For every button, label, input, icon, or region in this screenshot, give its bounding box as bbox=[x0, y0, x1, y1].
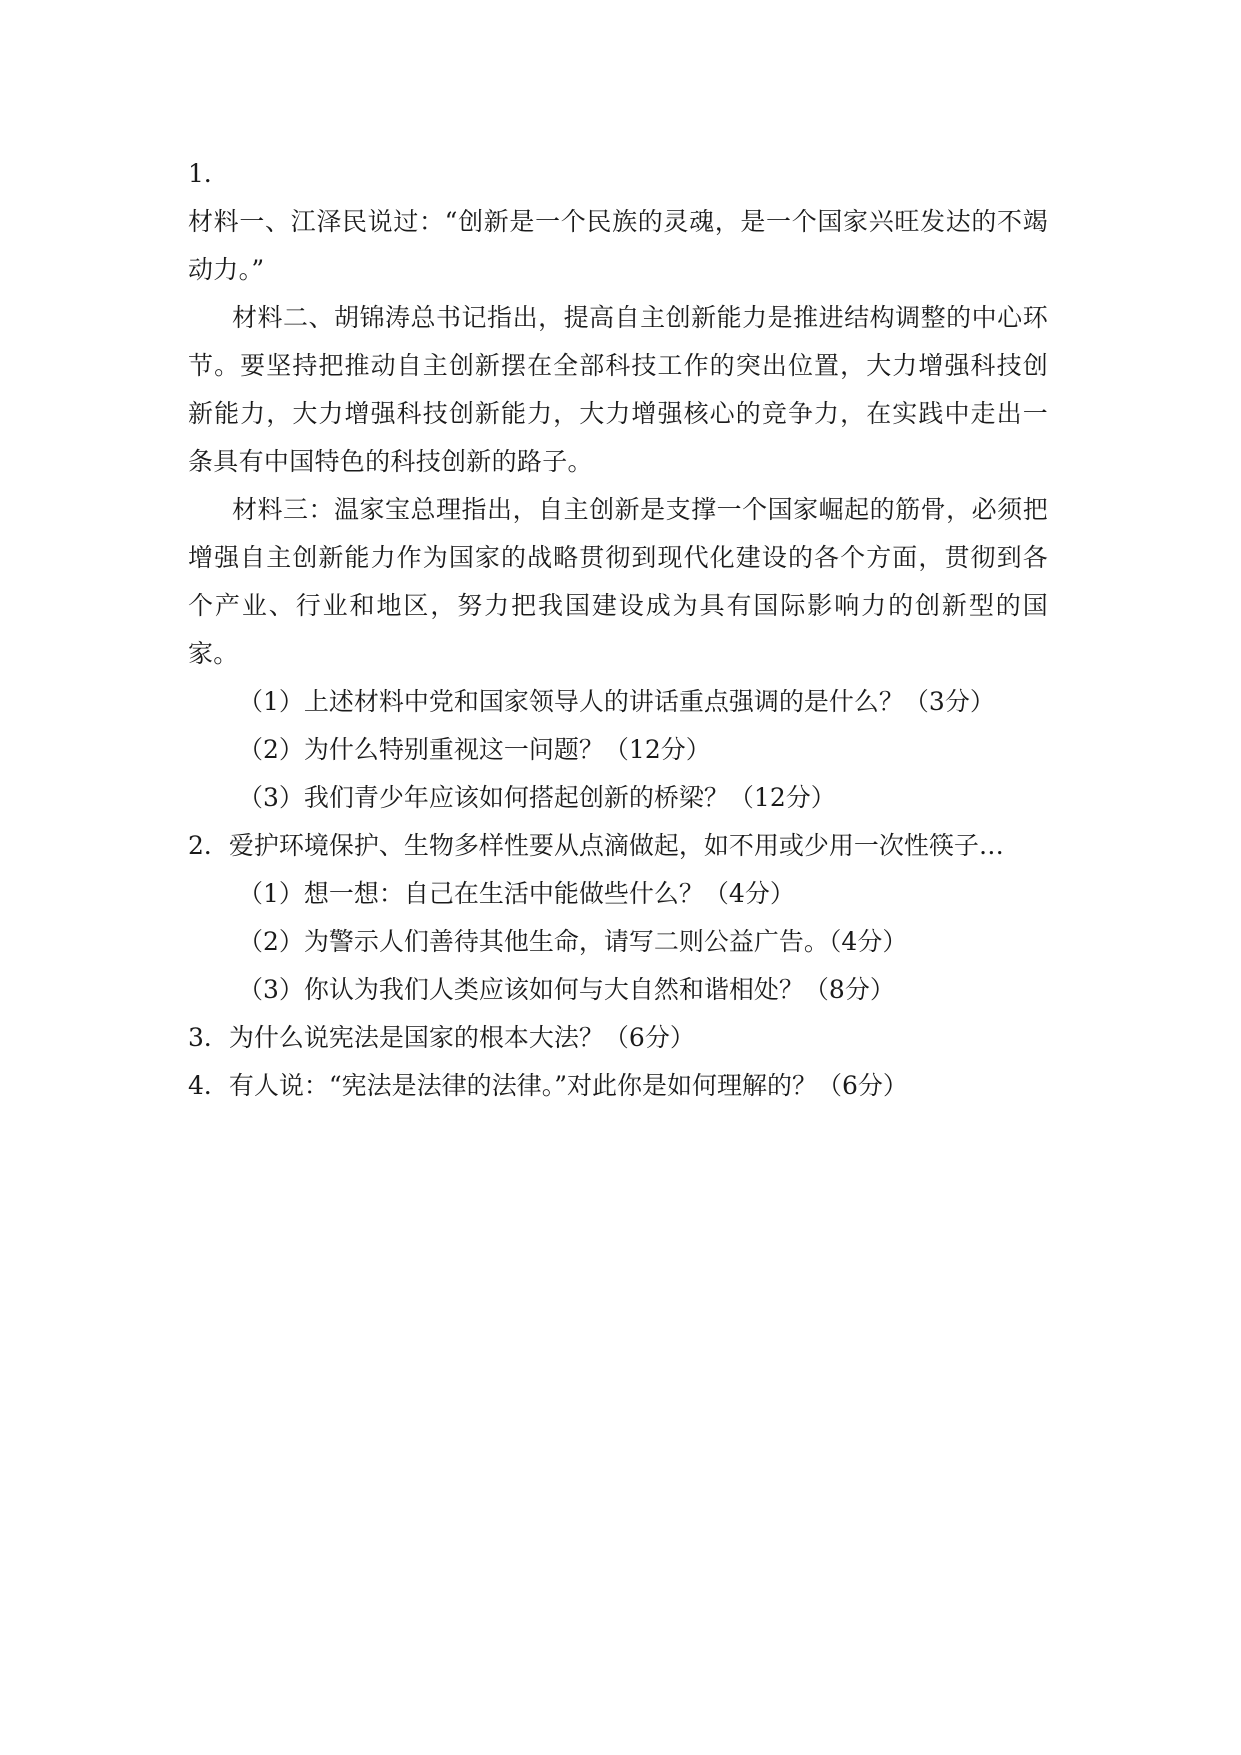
question-1-material-1: 材料一、江泽民说过：“创新是一个民族的灵魂，是一个国家兴旺发达的不竭动力。” bbox=[188, 207, 1048, 284]
question-3-stem: 3．为什么说宪法是国家的根本大法？（6分） bbox=[188, 1023, 695, 1052]
question-1-subquestion-1: （1）上述材料中党和国家领导人的讲话重点强调的是什么？（3分） bbox=[238, 687, 995, 716]
question-1-subquestion-3: （3）我们青少年应该如何搭起创新的桥梁？（12分） bbox=[238, 783, 836, 812]
question-2-stem: 2．爱护环境保护、生物多样性要从点滴做起，如不用或少用一次性筷子… bbox=[188, 831, 1004, 860]
question-2-subquestion-2: （2）为警示人们善待其他生命，请写二则公益广告。（4分） bbox=[238, 927, 908, 956]
question-1-number: 1． bbox=[188, 159, 229, 188]
question-1-material-2: 材料二、胡锦涛总书记指出，提高自主创新能力是推进结构调整的中心环节。要坚持把推动自主创新摆在全部科技工作的突出位置，大力增强科技创新能力，大力增强科技创新能力，大力增强核心的竞争力，在实践中走出一条具有中国特色的科技创新的路子。 bbox=[188, 303, 1048, 476]
question-2-subquestion-1: （1）想一想：自己在生活中能做些什么？（4分） bbox=[238, 879, 795, 908]
question-4-stem: 4．有人说：“宪法是法律的法律。”对此你是如何理解的？（6分） bbox=[188, 1071, 908, 1100]
question-1-material-3: 材料三：温家宝总理指出，自主创新是支撑一个国家崛起的筋骨，必须把增强自主创新能力作为国家的战略贯彻到现代化建设的各个方面，贯彻到各个产业、行业和地区，努力把我国建设成为具有国际影响力的创新型的国家。 bbox=[188, 495, 1048, 668]
question-1-subquestion-2: （2）为什么特别重视这一问题？（12分） bbox=[238, 735, 711, 764]
question-2-subquestion-3: （3）你认为我们人类应该如何与大自然和谐相处？（8分） bbox=[238, 975, 895, 1004]
question-content bbox=[188, 150, 1048, 1110]
